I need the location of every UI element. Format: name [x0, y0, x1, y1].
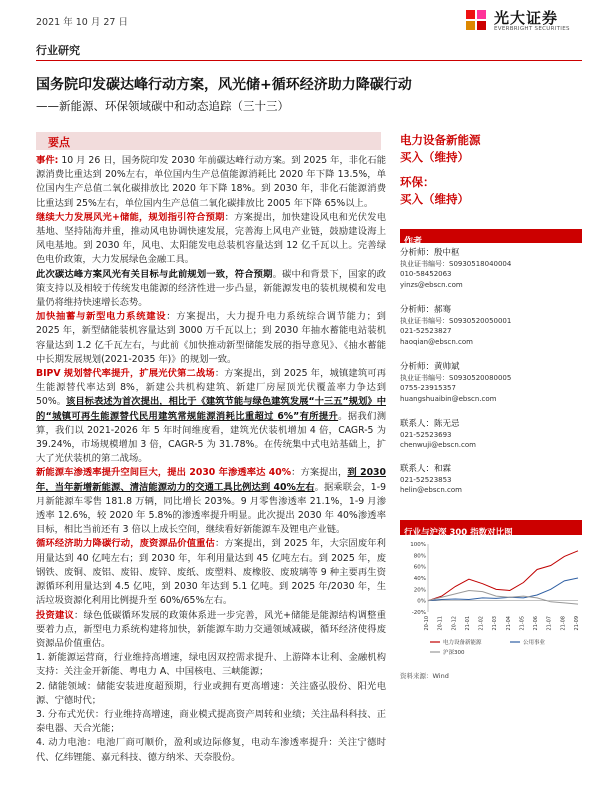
report-title: 国务院印发碳达峰行动方案，风光储+循环经济助力降碳行动	[36, 77, 412, 93]
list-item: 1. 新能源运营商，行业维持高增速，绿电因双控需求提升、上游降本让利、金融机构支持：关注金开新能、粤电力 A、中国核电、三峡能源；	[36, 652, 386, 678]
logo-text: 光大证券	[494, 9, 559, 27]
series-line	[428, 551, 578, 601]
logo-mark-icon	[464, 8, 488, 32]
x-tick-label: 21-04	[505, 616, 512, 631]
list-item: 4. 动力电池：电池厂商可顺价，盈利或边际修复，电动车渗透率提升：关注宁德时代、亿纬锂能、嘉元科技、德方纳米、天奈股份。	[36, 737, 386, 763]
rating-sector: 电力设备新能源	[400, 133, 481, 147]
report-date: 2021 年 10 月 27 日	[36, 17, 128, 28]
x-tick-label: 21-02	[478, 616, 485, 631]
summary-header-label: 要点	[48, 136, 70, 149]
rating-sector: 环保：	[400, 175, 435, 189]
x-tick-label: 20-10	[424, 616, 430, 631]
x-tick-label: 21-07	[546, 616, 553, 631]
paragraph-investment: 投资建议：绿色低碳循环发展的政策体系进一步完善，风光+储能是能源结构调整重要着力点，新型电力系统构建将加快，新能源车助力交通领域减碳，循环经济使得废资源品价值重估。	[36, 609, 386, 649]
index-comparison-chart	[400, 538, 582, 688]
y-tick-label: 80%	[413, 553, 426, 560]
report-category: 行业研究	[36, 44, 80, 57]
x-tick-label: 21-01	[464, 616, 471, 631]
x-tick-label: 21-06	[533, 616, 540, 631]
list-item: 3. 分布式光伏：行业维持高增速，商业模式提高资产周转和业绩；关注晶科科技、正泰电器、天合光能；	[36, 708, 386, 735]
chart-header: 行业与沪深 300 指数对比图	[400, 520, 582, 535]
legend-label: 电力设备新能源	[443, 640, 482, 646]
report-subtitle: ——新能源、环保领域碳中和动态追踪（三十三）	[36, 99, 289, 113]
paragraph-wind-solar: 继续大力发展风光+储能，规划指引符合预期：方案提出，加快建设风电和光伏发电基地、坚持陆海并重，推动风电协调快速发展，完善海上风电产业链，鼓励建设海上风电基地。到 2030 年，风电、太阳能发电总装机容量达到 12 亿千瓦以上。完善绿色电价政策，大力发展绿色金融工具。	[36, 211, 386, 266]
y-tick-label: 100%	[410, 542, 426, 548]
rating-value: 买入（维持）	[400, 192, 469, 206]
y-tick-label: -20%	[411, 610, 426, 616]
author-block: 分析师：郝骞 执业证书编号：S0930520050001 021-52523827 haoqian@ebscn.com	[400, 305, 512, 346]
paragraph-recycling: 循环经济助力降碳行动，废资源品价值重估：方案提出，到 2025 年，大宗固废年利用量达到 40 亿吨左右；到 2030 年，年利用量达到 45 亿吨左右。到 2025 年，废钢铁、废铜、废铝、废铅、废锌、废纸、废塑料、废橡胶、废玻璃等 9 种主要再生资源循环利用量达到 4.5 亿吨，到 2030 年达到 5.1 亿吨。到 2025 年/2030 年，生活垃圾资源化利用比例提升至 60%/65%左右。	[36, 538, 386, 607]
paragraph-storage: 加快抽蓄与新型电力系统建设：方案提出，大力提升电力系统综合调节能力；到 2025 年，新型储能装机容量达到 3000 万千瓦以上；到 2030 年抽水蓄能电站装机容量达到 1.2 亿千瓦左右，与此前《加快推动新型储能发展的指导意见》、《抽水蓄能中长期发展规划(2021-2035 年)》的规划一致。	[36, 311, 386, 365]
author-block: 分析师：黄帅斌 执业证书编号：S0930520080005 0755-23915357 huangshuaibin@ebscn.com	[400, 362, 512, 403]
header-divider	[36, 60, 582, 61]
author-block: 联系人：和霖 021-52523853 helin@ebscn.com	[400, 464, 462, 495]
x-tick-label: 21-08	[560, 616, 567, 631]
summary-header-bar	[36, 132, 381, 150]
x-tick-label: 20-11	[437, 616, 444, 631]
paragraph-consistent: 此次碳达峰方案风光有关目标与此前规划一致，符合预期。碳中和背景下，国家的政策支持以及相较于传统发电能源的经济性进一步凸显，新能源发电的装机规模和发电量仍将维持快速增长态势。	[36, 268, 386, 309]
series-line	[428, 590, 578, 604]
chart-source: 资料来源：Wind	[400, 672, 449, 680]
authors-header: 作者	[400, 229, 582, 243]
logo-subtext: EVERBRIGHT SECURITIES	[494, 26, 570, 32]
legend-label: 公用事业	[523, 640, 546, 646]
company-logo	[464, 6, 584, 38]
y-tick-label: 60%	[413, 564, 426, 571]
paragraph-nev: 新能源车渗透率提升空间巨大，提出 2030 年渗透率达 40%：方案提出，到 2030 年，当年新增新能源、清洁能源动力的交通工具比例达到 40%左右。据乘联会，1-9 月新能源车零售 181.8 万辆，同比增长 203%。9 月零售渗透率 21.1%，1-9 月渗透率 12.6%，较 2020 年 5.8%的渗透率提升明显。此次提出 2030 年 40%渗透率目标，相比当前还有 3 倍以上成长空间，继续看好新能源车及锂电产业链。	[36, 467, 386, 536]
author-block: 分析师：殷中枢 执业证书编号：S0930518040004 010-58452063 yinzs@ebscn.com	[400, 248, 512, 289]
x-tick-label: 21-03	[492, 616, 499, 631]
legend-label: 沪深300	[443, 650, 465, 656]
x-tick-label: 21-09	[574, 616, 580, 631]
x-tick-label: 21-05	[519, 616, 526, 631]
paragraph-event: 事件: 10 月 26 日，国务院印发 2030 年前碳达峰行动方案。到 2025 年，非化石能源消费比重达到 20%左右，单位国内生产总值能源消耗比 2020 年下降 13.5%，单位国内生产总值二氧化碳排放比 2020 年下降 18%。到 2030 年，非化石能源消费比重达到 25%左右，单位国内生产总值二氧化碳排放比 2005 年下降 65%以上。	[36, 155, 387, 209]
paragraph-bipv: BIPV 规划替代率提升，扩展光伏第二战场：方案提出，到 2025 年，城镇建筑可再生能源替代率达到 8%，新建公共机构建筑、新建厂房屋顶光伏覆盖率力争达到 50%。该目标表述为首次提出，相比于《建筑节能与绿色建筑发展“十三五”规划》中的“城镇可再生能源替代民用建筑常规能源消耗比重超过 6%”有所提升。据我们测算，我们以 2021-2026 年 5 年时间维度看，建筑光伏装机增加 4 倍，CAGR-5 为 39.24%，市场规模增加 3 倍，CAGR-5 为 31.78%。在传统集中式电站基础上，扩大了光伏装机的第二战场。	[36, 368, 386, 465]
y-tick-label: 20%	[413, 587, 426, 594]
author-block: 联系人：陈无忌 021-52523693 chenwuji@ebscn.com	[400, 419, 476, 450]
rating-value: 买入（维持）	[400, 150, 469, 164]
list-item: 2. 储能领域：储能安装进度超预期，行业或拥有更高增速：关注盛弘股份、阳光电源、宁德时代；	[36, 680, 386, 706]
x-tick-label: 20-12	[451, 616, 458, 631]
y-tick-label: 0%	[417, 598, 426, 605]
report-body	[36, 154, 386, 765]
y-tick-label: 40%	[413, 576, 426, 582]
rating-panel	[400, 132, 582, 208]
